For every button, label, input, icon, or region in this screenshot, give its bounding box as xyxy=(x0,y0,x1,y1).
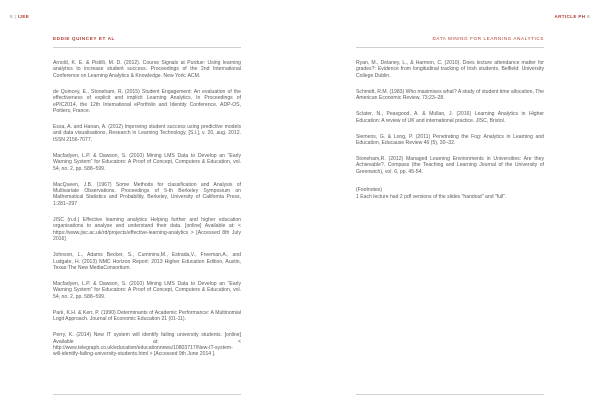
footer-divider-right xyxy=(356,394,544,395)
footer-divider-left xyxy=(53,394,241,395)
reference-item: JISC (n.d.) Effective learning analytics Helping further and higher education organisations to analyse and understand their data. [online] Available at: < https://www.jisc.ac.uk/rd/projects/effective-learning-analytics > [Accessed 8th July 2016] xyxy=(53,216,241,243)
references-left xyxy=(53,60,241,358)
left-page xyxy=(53,36,241,367)
journal-name-left: IJEE xyxy=(17,14,30,19)
right-page xyxy=(356,36,544,210)
reference-item: MacQueen, J.B. (1967) Some Methods for classification and Analysis of Multivariate Observations. Proceedings of 5-th Berkeley Symposium on Mathematical Statistics and Probability, Berkeley, University of California Press, 1:281–297 xyxy=(53,181,241,207)
folio-right xyxy=(554,14,590,19)
running-head-title: DATA MINING FOR LEARNING ANALYTICS xyxy=(356,36,544,48)
folio-left: 8 | IJEE xyxy=(10,14,30,19)
page-number-left: 8 xyxy=(10,14,13,19)
reference-item: Macfadyen, L.P. & Dawson, S. (2010) Mining LMS Data to Develop an "Early Warning System" for Educators: A Proof of Concept, Computers & Education, vol. 54, no. 2, pp. 588–599. xyxy=(53,280,241,300)
journal-name-right: ARTICLE PH xyxy=(554,14,586,19)
reference-item: Arnold, K. E. & Pistilli, M. D. (2012). Course Signals at Purdue: Using learning analytics to increase student success. Proceedings of the 2nd International Conference on Learning Analytics & Knowledge. New York: ACM. xyxy=(53,60,241,79)
footnotes xyxy=(356,187,544,200)
reference-item: Sclater, N., Peasgood, A. & Mullan, J. (2016) Learning Analytics in Higher Education: A review of UK and international practice. JISC, Bristol. xyxy=(356,111,544,124)
reference-item: Macfadyen, L.P. & Dawson, S. (2010) Mining LMS Data to Develop an "Early Warning System" for Educators: A Proof of Concept, Computers & Education, vol. 54, no. 2, pp. 588–599. xyxy=(53,152,241,172)
reference-item: Siemens, G. & Long, P. (2011) Penetrating the Fog: Analytics in Learning and Education, Educause Review 46 (5), 30–32. xyxy=(356,133,544,147)
reference-item: Stoneham,R. (2012) Managed Learning Environments in Universities: Are they Achievable?. Compass (the Teaching and Learning Journal of the University of Greenwich), vol. 6, pp. 45-54. xyxy=(356,156,544,175)
page-number-right: 8 xyxy=(587,14,590,19)
footnote-item: 1 Each lecture had 2 pdf versions of the slides "handout" and "full". xyxy=(356,193,507,200)
reference-item: Perry, K. (2014) New IT system will identify failing university students. [online] Available at: < http://www.telegraph.co.uk/education/educationnews/10803717/New-IT-system-will-identify-failing-university-students.html > [Accessed 9th June 2014 ]. xyxy=(53,332,241,358)
reference-item: Essa, A. and Hanan, A. (2012) Improving student success using predictive models and data visualisations, Research in Learning Technology, [S.l.], v. 20, aug. 2012. ISSN 2156-7077. xyxy=(53,124,241,143)
footnotes-heading: (Footnotes) xyxy=(356,187,383,194)
references-right xyxy=(356,60,544,175)
reference-item: de Quincey, E., Stoneham, R. (2015) Student Engagement: An evaluation of the effectiveness of explicit and implicit Learning Analytics. In Proceedings of ePIC2014, the 12th International ePortfolio and Identity Conference. ADP-OS, Poitiers, France. xyxy=(53,88,241,115)
reference-item: Park, K.H. & Kerr, P. (1990) Determinants of Academic Performance: A Multinomial Logit Approach. Journal of Economic Education 21 (01-11). xyxy=(53,309,241,323)
reference-item: Ryan, M., Delaney, L., & Harmon, C. (2010). Does lecture attendance matter for grades?: Evidence from longitudinal tracking of Irish students. Belfield: University College Dublin. xyxy=(356,60,544,79)
reference-item: Johnson, L., Adams Becker, S., Cummins,M., Estrada,V., Freeman,A., and Ludgate, H. (2013) NMC Horizon Report: 2013 Higher Education Edition, Austin, Texas:The New MediaConsortium. xyxy=(53,252,241,271)
reference-item: Schmidt, R.M. (1983) Who maximises what? A study of student time allocation, The American Economic Review, 73:23–28. xyxy=(356,88,544,102)
running-head-authors: EDDIE QUINCEY ET AL xyxy=(53,36,241,48)
